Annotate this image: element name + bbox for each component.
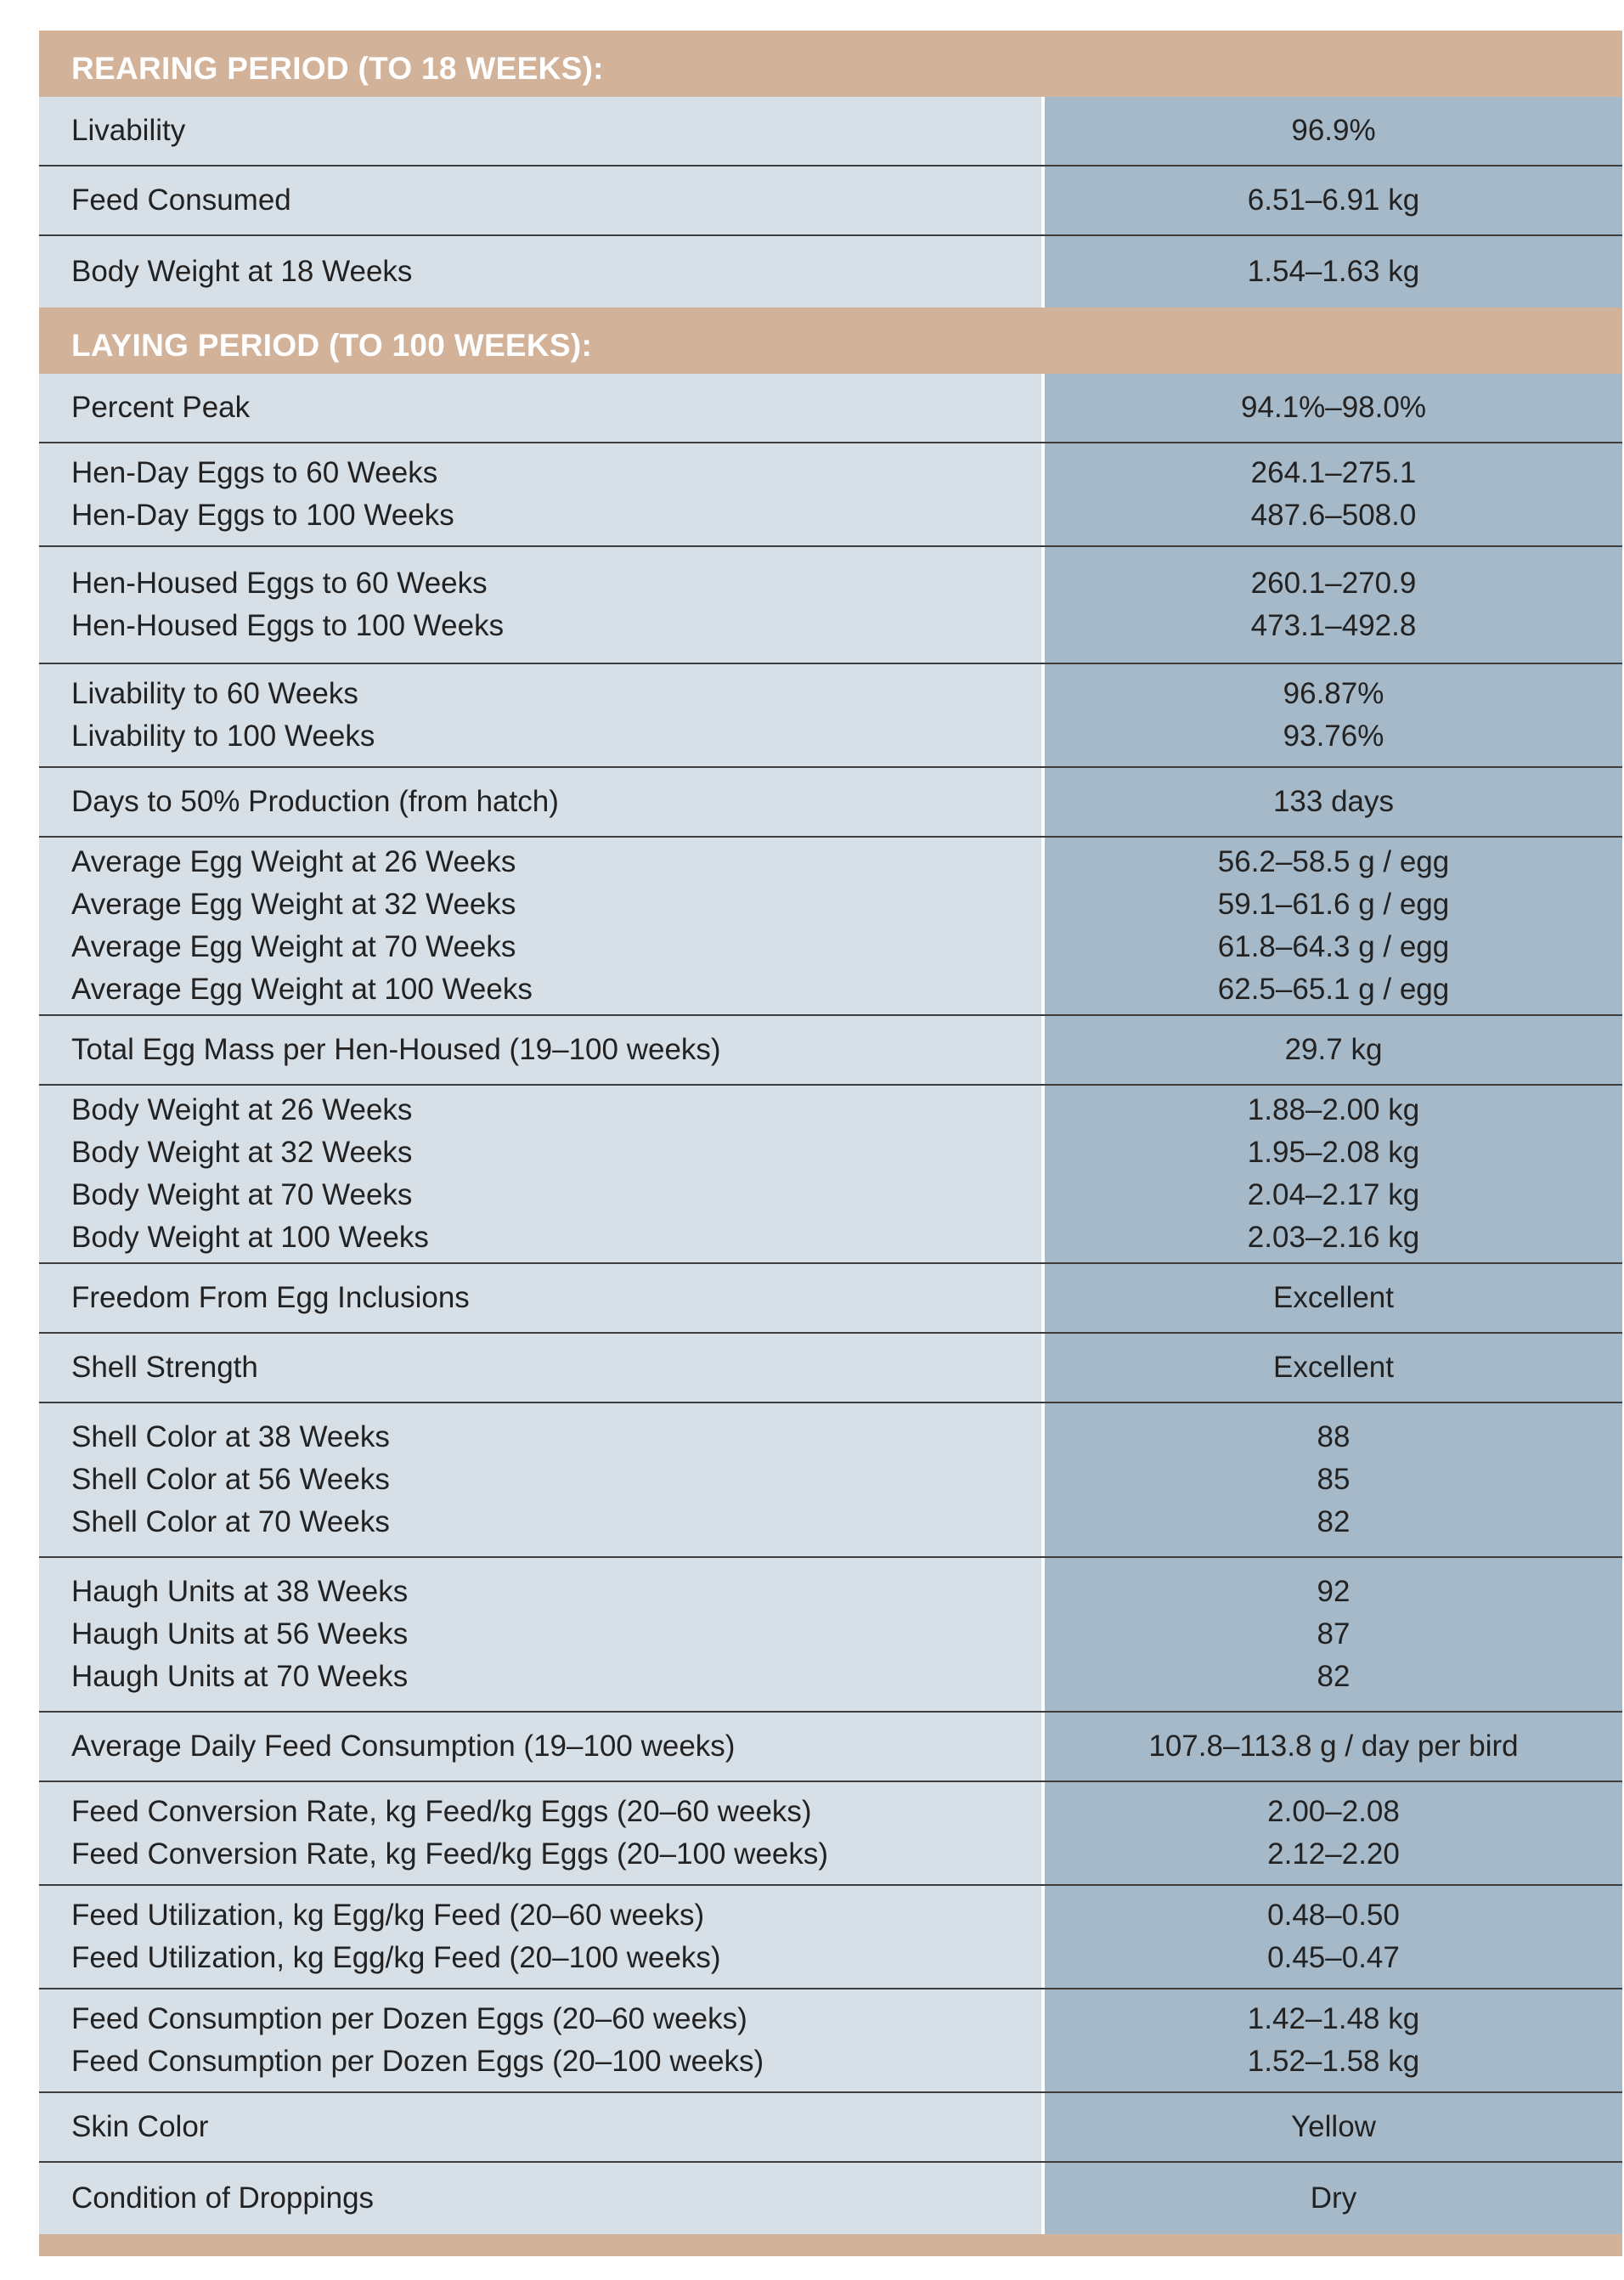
row-label: Freedom From Egg Inclusions [71,1281,470,1314]
row-label-cell [39,443,1041,545]
table-row [39,236,1622,308]
row-value: 2.00–2.08 [1267,1795,1400,1828]
row-label: Livability [71,114,186,147]
row-label: Average Egg Weight at 26 Weeks [71,845,516,878]
row-label-cell [39,768,1041,836]
performance-table [39,31,1622,2256]
row-value-cell [1045,1782,1622,1884]
row-label: Feed Utilization, kg Egg/kg Feed (20–100 weeks) [71,1941,721,1974]
row-label-cell [39,2093,1041,2161]
row-label-cell [39,374,1041,442]
row-label: Hen-Housed Eggs to 60 Weeks [71,567,488,600]
row-label-cell [39,97,1041,165]
row-value: 2.03–2.16 kg [1247,1221,1420,1254]
row-label-cell [39,1989,1041,2091]
table-row [39,1713,1622,1782]
row-value: 1.95–2.08 kg [1247,1136,1420,1169]
row-value-cell [1045,547,1622,663]
table-row [39,1264,1622,1334]
row-value: 473.1–492.8 [1250,609,1417,642]
row-value: 0.45–0.47 [1267,1941,1400,1974]
row-value: 6.51–6.91 kg [1247,183,1420,217]
row-value: 96.9% [1291,114,1376,147]
table-row [39,768,1622,838]
row-value: Excellent [1272,1351,1395,1384]
row-value: 62.5–65.1 g / egg [1217,973,1450,1006]
row-value-cell [1045,768,1622,836]
table-row [39,664,1622,768]
section-header-rearing: REARING PERIOD (TO 18 WEEKS): [39,31,1622,97]
table-row [39,1558,1622,1713]
row-value: 1.52–1.58 kg [1247,2045,1420,2078]
row-value-cell [1045,1886,1622,1988]
table-row [39,1989,1622,2093]
row-label: Feed Conversion Rate, kg Feed/kg Eggs (20–100 weeks) [71,1837,829,1871]
row-value: 94.1%–98.0% [1241,391,1426,424]
row-label: Average Egg Weight at 70 Weeks [71,930,516,963]
row-label-cell [39,547,1041,663]
row-value: 85 [1317,1463,1351,1496]
table-row [39,547,1622,664]
section-header-laying: LAYING PERIOD (TO 100 WEEKS): [39,308,1622,374]
row-label: Body Weight at 70 Weeks [71,1178,413,1211]
section-rearing-period [39,31,1622,308]
row-label: Hen-Day Eggs to 100 Weeks [71,499,454,532]
row-value: Yellow [1291,2110,1376,2143]
row-label: Average Egg Weight at 32 Weeks [71,888,516,921]
row-label: Livability to 100 Weeks [71,720,375,753]
row-value-cell [1045,1558,1622,1711]
row-label: Livability to 60 Weeks [71,677,358,710]
row-value-cell [1045,1989,1622,2091]
section-laying-period [39,308,1622,2234]
row-label-cell [39,236,1041,308]
row-value-cell [1045,2163,1622,2234]
row-value-cell [1045,166,1622,234]
row-label: Shell Color at 38 Weeks [71,1420,390,1453]
row-label-cell [39,1334,1041,1402]
row-label: Shell Color at 70 Weeks [71,1505,390,1538]
row-label: Hen-Housed Eggs to 100 Weeks [71,609,505,642]
row-label-cell [39,2163,1041,2234]
row-value: 1.42–1.48 kg [1247,2002,1420,2035]
row-value: 107.8–113.8 g / day per bird [1148,1730,1519,1763]
row-label: Average Egg Weight at 100 Weeks [71,973,533,1006]
row-value: 0.48–0.50 [1267,1899,1400,1932]
table-row [39,374,1622,443]
row-value-cell [1045,97,1622,165]
row-label: Skin Color [71,2110,209,2143]
row-value-cell [1045,1403,1622,1556]
row-value: 82 [1317,1505,1351,1538]
row-label-cell [39,1886,1041,1988]
table-row [39,1334,1622,1403]
table-row [39,2093,1622,2163]
row-label: Feed Consumption per Dozen Eggs (20–100 weeks) [71,2045,764,2078]
row-label: Body Weight at 18 Weeks [71,255,413,288]
row-value: 59.1–61.6 g / egg [1217,888,1450,921]
row-value: 29.7 kg [1284,1033,1383,1066]
row-value-cell [1045,374,1622,442]
row-value: 87 [1317,1617,1351,1651]
row-label: Body Weight at 26 Weeks [71,1093,413,1126]
row-value: 487.6–508.0 [1250,499,1417,532]
row-value-cell [1045,1334,1622,1402]
row-label: Feed Consumed [71,183,291,217]
row-value: Excellent [1272,1281,1395,1314]
row-value-cell [1045,1264,1622,1332]
row-label: Haugh Units at 38 Weeks [71,1575,409,1608]
row-label-cell [39,1558,1041,1711]
row-label-cell [39,664,1041,766]
row-label-cell [39,1403,1041,1556]
row-label-cell [39,1086,1041,1262]
table-row [39,1086,1622,1264]
row-label: Feed Conversion Rate, kg Feed/kg Eggs (20–60 weeks) [71,1795,812,1828]
row-label: Haugh Units at 70 Weeks [71,1660,409,1693]
row-value: 56.2–58.5 g / egg [1217,845,1450,878]
row-value-cell [1045,1016,1622,1084]
row-label-cell [39,1264,1041,1332]
row-label: Feed Consumption per Dozen Eggs (20–60 weeks) [71,2002,747,2035]
table-row [39,1782,1622,1886]
row-value-cell [1045,664,1622,766]
table-row [39,2163,1622,2234]
row-label-cell [39,1016,1041,1084]
table-row [39,838,1622,1016]
row-label: Body Weight at 100 Weeks [71,1221,429,1254]
row-label-cell [39,838,1041,1014]
row-value: 2.12–2.20 [1267,1837,1400,1871]
row-value: 92 [1317,1575,1351,1608]
table-row [39,166,1622,236]
row-label: Days to 50% Production (from hatch) [71,785,559,818]
row-label: Feed Utilization, kg Egg/kg Feed (20–60 weeks) [71,1899,705,1932]
row-value: 61.8–64.3 g / egg [1217,930,1450,963]
row-label: Condition of Droppings [71,2181,375,2215]
row-value-cell [1045,838,1622,1014]
row-label: Total Egg Mass per Hen-Housed (19–100 weeks) [71,1033,721,1066]
row-value-cell [1045,443,1622,545]
table-row [39,97,1622,166]
row-label: Body Weight at 32 Weeks [71,1136,413,1169]
row-label-cell [39,1713,1041,1781]
row-value: 1.88–2.00 kg [1247,1093,1420,1126]
row-label-cell [39,1782,1041,1884]
row-value-cell [1045,1713,1622,1781]
row-value: 88 [1317,1420,1351,1453]
row-value-cell [1045,236,1622,308]
row-value: 133 days [1272,785,1395,818]
row-value: 96.87% [1283,677,1384,710]
row-label: Percent Peak [71,391,251,424]
row-value: 93.76% [1283,720,1384,753]
table-row [39,443,1622,547]
footer-bar [39,2234,1622,2256]
row-label: Shell Color at 56 Weeks [71,1463,390,1496]
row-value: Dry [1310,2181,1357,2215]
table-row [39,1016,1622,1086]
row-value-cell [1045,1086,1622,1262]
row-value: 264.1–275.1 [1250,456,1417,489]
row-label: Hen-Day Eggs to 60 Weeks [71,456,438,489]
table-row [39,1886,1622,1989]
table-row [39,1403,1622,1558]
row-label-cell [39,166,1041,234]
row-value-cell [1045,2093,1622,2161]
row-value: 82 [1317,1660,1351,1693]
row-label: Shell Strength [71,1351,258,1384]
row-label: Haugh Units at 56 Weeks [71,1617,409,1651]
row-value: 260.1–270.9 [1250,567,1417,600]
row-value: 1.54–1.63 kg [1247,255,1420,288]
row-label: Average Daily Feed Consumption (19–100 weeks) [71,1730,736,1763]
row-value: 2.04–2.17 kg [1247,1178,1420,1211]
